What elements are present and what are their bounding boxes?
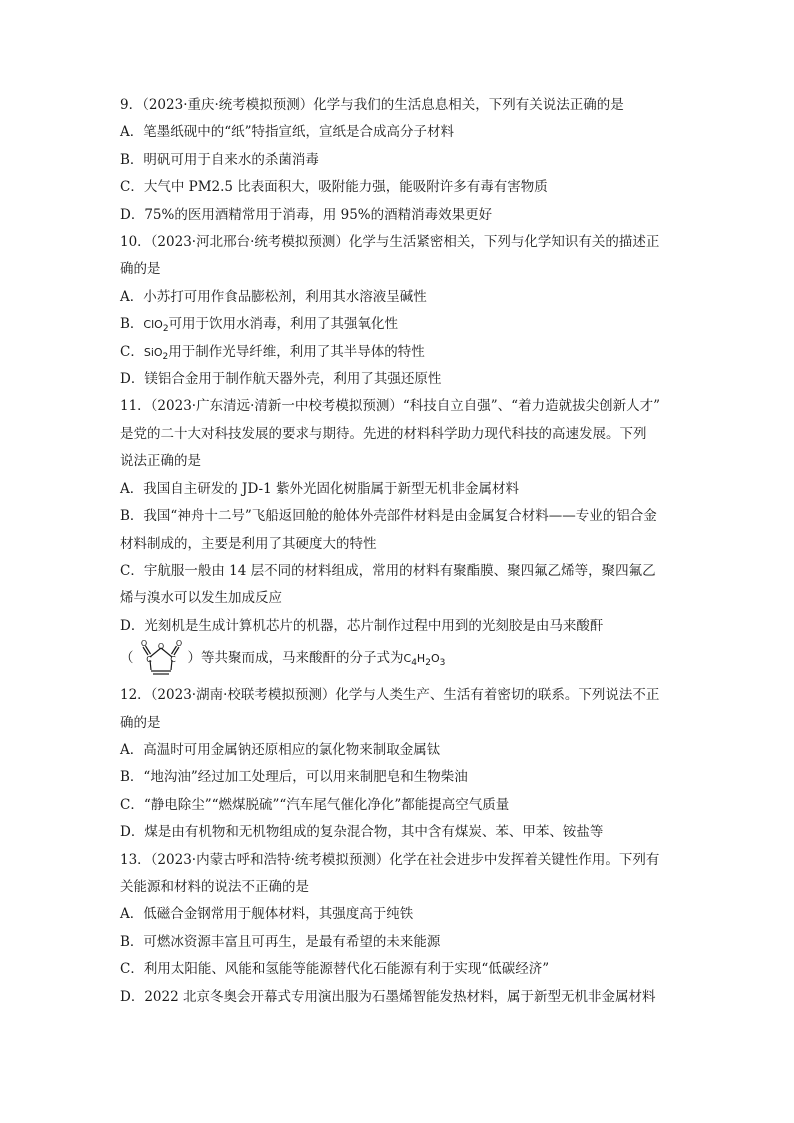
option-d: D．2022 北京冬奥会开幕式专用演出服为石墨烯智能发热材料，属于新型无机非金属材料 (120, 988, 656, 1005)
question-stem: 13．（2023·内蒙古呼和浩特·统考模拟预测）化学在社会进步中发挥着关键性作用。下列有 (120, 851, 660, 868)
option-c: C．利用太阳能、风能和氢能等能源替代化石能源有利于实现“低碳经济” (120, 961, 550, 978)
option-c: C．宇航服一般由 14 层不同的材料组成，常用的材料有聚酯膜、聚四氟乙烯等，聚四氟乙 (120, 562, 656, 579)
atom-label: O (175, 640, 182, 649)
atom-label: O (140, 640, 147, 649)
chemical-formula: $C_4H_2O_3$ (403, 652, 446, 669)
maleic-anhydride-structure-icon (134, 640, 188, 678)
question-stem: 12．（2023·湖南·校联考模拟预测）化学与人类生产、生活有着密切的联系。下列说法不正 (120, 687, 660, 704)
atom-label: O (157, 642, 164, 652)
option-c-cont: 烯与溴水可以发生加成反应 (120, 590, 282, 607)
option-b: B．“地沟油”经过加工处理后，可以用来制肥皂和生物柴油 (120, 769, 468, 786)
option-a: A．笔墨纸砚中的“纸”特指宣纸，宣纸是合成高分子材料 (120, 124, 455, 141)
question-stem-cont: 是党的二十大对科技发展的要求与期待。先进的材料科学助力现代科技的高速发展。下列 (120, 425, 647, 442)
option-a: A．高温时可用金属钠还原相应的氯化物来制取金属钛 (120, 741, 441, 758)
question-stem-cont: 确的是 (120, 714, 161, 731)
option-d: D．煤是由有机物和无机物组成的复杂混合物，其中含有煤炭、苯、甲苯、铵盐等 (120, 824, 604, 841)
option-a: A．小苏打可用作食品膨松剂，利用其水溶液呈碱性 (120, 288, 427, 305)
atom-label: C (169, 655, 176, 665)
option-d: D．75%的医用酒精常用于消毒，用 95%的酒精消毒效果更好 (120, 206, 493, 223)
option-b-cont: 材料制成的，主要是利用了其硬度大的特性 (120, 535, 377, 552)
question-stem-cont: 说法正确的是 (120, 453, 201, 470)
question-list (120, 92, 685, 1011)
question-stem-cont: 关能源和材料的说法不正确的是 (120, 878, 309, 895)
question-stem: 9．（2023·重庆·统考模拟预测）化学与我们的生活息息相关，下列有关说法正确的是 (120, 97, 624, 113)
option-c: C．大气中 PM2.5 比表面积大，吸附能力强，能吸附许多有毒有害物质 (120, 179, 548, 196)
option-b: B．ClO$_2$可用于饮用水消毒，利用了其强氧化性 (120, 316, 399, 335)
question-12 (120, 682, 685, 846)
question-9 (120, 92, 685, 229)
option-c: C．SiO$_2$用于制作光导纤维，利用了其半导体的特性 (120, 343, 425, 362)
option-b: B．我国“神舟十二号”飞船返回舱的舱体外壳部件材料是由金属复合材料——专业的铝合金 (120, 508, 657, 525)
option-d: D．光刻机是生成计算机芯片的机器，芯片制作过程中用到的光刻胶是由马来酸酐 (120, 617, 604, 634)
question-13 (120, 847, 685, 1011)
option-a: A．低磁合金钢常用于舰体材料，其强度高于纯铁 (120, 906, 414, 923)
chemical-formula: SiO$_2$ (143, 345, 169, 362)
chemical-formula: ClO$_2$ (143, 318, 169, 335)
question-stem-cont: 确的是 (120, 261, 161, 278)
question-11 (120, 393, 685, 678)
question-stem: 10．（2023·河北邢台·统考模拟预测）化学与生活紧密相关，下列与化学知识有关的描述正 (120, 234, 660, 251)
option-a: A．我国自主研发的 JD-1 紫外光固化树脂属于新型无机非金属材料 (120, 480, 519, 497)
option-b: B．可燃冰资源丰富且可再生，是最有希望的未来能源 (120, 933, 441, 950)
option-c: C．“静电除尘”“燃煤脱硫”“汽车尾气催化净化”都能提高空气质量 (120, 796, 510, 813)
atom-label: C (145, 655, 152, 665)
option-b: B．明矾可用于自来水的杀菌消毒 (120, 151, 319, 168)
option-d-cont: （ O O O C C ）等共聚而成，马来酸酐的分子式为 $C_4H_2O_3$ (120, 640, 685, 678)
question-stem: 11．（2023·广东清远·清新一中校考模拟预测）“科技自立自强”、“着力造就拔尖创新人才” (120, 398, 660, 415)
option-d: D．镁铝合金用于制作航天器外壳，利用了其强还原性 (120, 371, 442, 388)
question-10 (120, 229, 685, 393)
